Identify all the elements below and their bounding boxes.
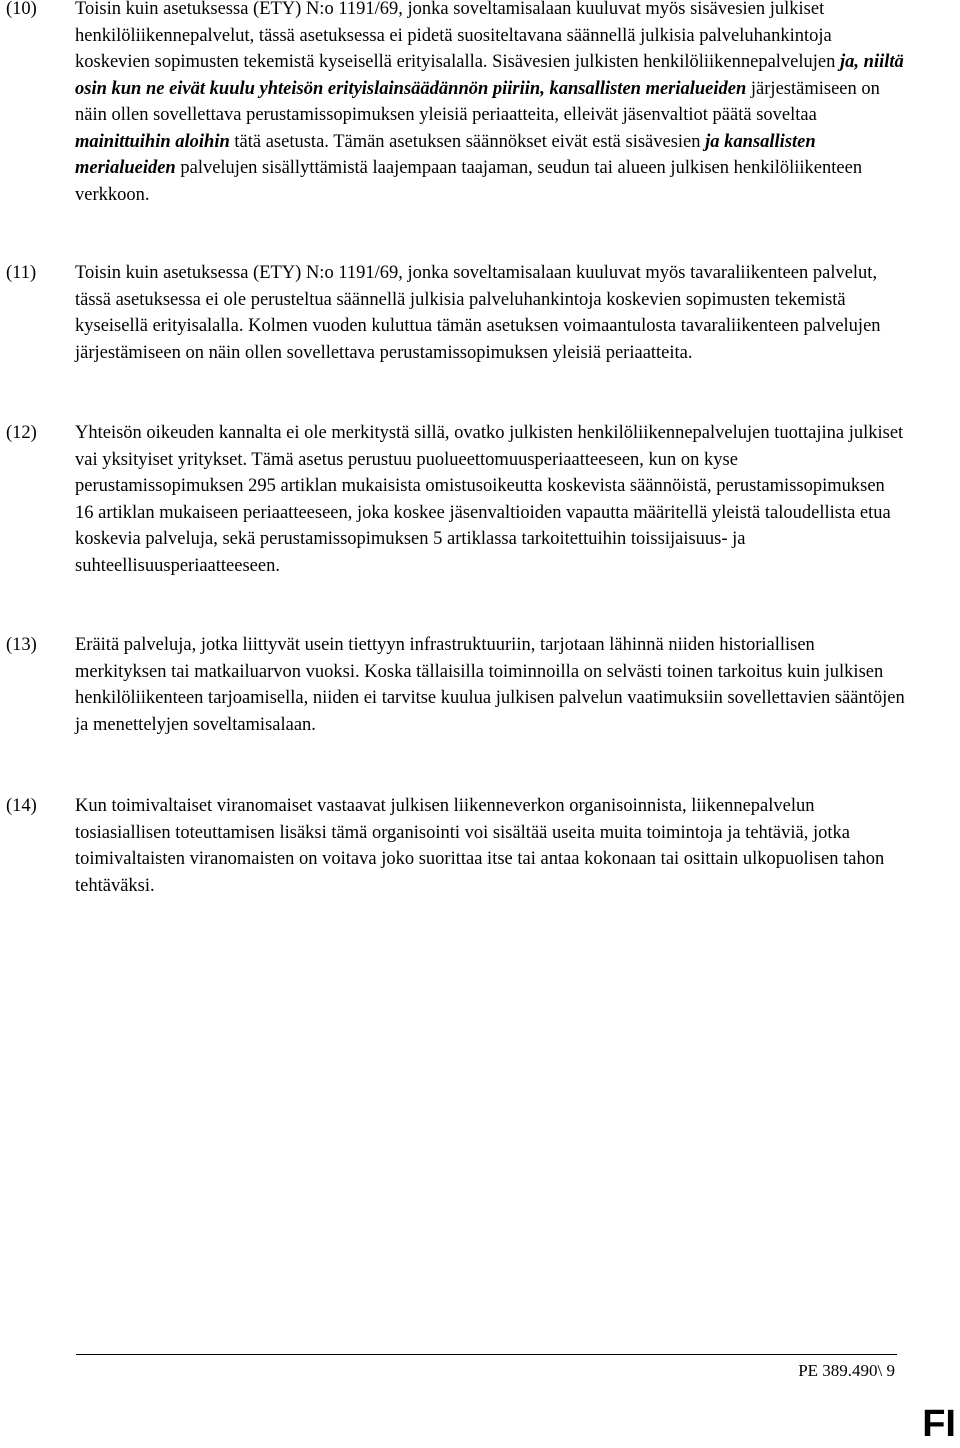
paragraph-12	[0, 420, 940, 579]
paragraph-10	[0, 0, 940, 208]
paragraph-number: (12)	[6, 423, 37, 443]
amended-text: mainittuihin aloihin	[75, 131, 230, 152]
paragraph-text	[75, 260, 905, 366]
paragraph-segment: järjestämiseen on näin ollen sovellettava perustamissopimuksen yleisiä periaatteita, elleivät jäsenvaltiot päätä soveltaa	[75, 78, 880, 125]
paragraph-text	[75, 793, 905, 899]
paragraph-text	[75, 632, 905, 738]
paragraph-segment: Eräitä palveluja, jotka liittyvät usein tiettyyn infrastruktuuriin, tarjotaan lähinnä niiden historiallisen merkityksen tai matkailuarvon vuoksi. Koska tällaisilla toiminnoilla on selvästi toinen tarkoitus kuin julkisen henkilöliikenteen tarjoamisella, niiden ei tarvitse kuulua julkisen palvelun vaatimuksiin sovellettavien sääntöjen ja menettelyjen soveltamisalaan.	[75, 635, 905, 735]
paragraph-segment: tätä asetusta. Tämän asetuksen säännökset eivät estä sisävesien	[229, 131, 706, 152]
paragraph-text	[75, 0, 905, 208]
amended-text: ja kansallisten merialueiden	[75, 131, 816, 178]
amended-text: ja, niiltä osin kun ne eivät kuulu yhteisön erityislainsäädännön piiriin, kansallisten merialueiden	[75, 52, 904, 99]
paragraph-segment: Toisin kuin asetuksessa (ETY) N:o 1191/69, jonka soveltamisalaan kuuluvat myös tavaraliikenteen palvelut, tässä asetuksessa ei ole perusteltua säännellä julkisia palveluhankintoja koskevien sopimusten tekemistä kyseisellä erityisalalla. Kolmen vuoden kuluttua tämän asetuksen voimaantulosta tavaraliikenteen palvelujen järjestämiseen on näin ollen sovellettava perustamissopimuksen yleisiä periaatteita.	[75, 263, 881, 363]
document-reference: PE 389.490\ 9	[798, 1361, 895, 1380]
paragraph-segment: Toisin kuin asetuksessa (ETY) N:o 1191/69, jonka soveltamisalaan kuuluvat myös sisävesien julkiset henkilöliikennepalvelut, tässä asetuksessa ei pidetä suositeltavana säännellä julkisia palveluhankintoja koskevien sopimusten tekemistä kyseisellä erityisalalla. Sisävesien julkisten henkilöliikennepalvelujen	[75, 0, 841, 72]
paragraph-13	[0, 632, 940, 738]
paragraph-number: (13)	[6, 635, 37, 655]
paragraph-segment: palvelujen sisällyttämistä laajempaan taajaman, seudun tai alueen julkisen henkilöliikenteen verkkoon.	[75, 158, 863, 205]
footer-divider	[76, 1354, 897, 1355]
paragraph-11	[0, 260, 940, 366]
paragraph-segment: Yhteisön oikeuden kannalta ei ole merkitystä sillä, ovatko julkisten henkilöliikennepalvelujen tuottajina julkiset vai yksityiset yritykset. Tämä asetus perustuu puolueettomuusperiaatteeseen, kun on kyse perustamissopimuksen 295 artiklan mukaisista omistusoikeutta koskevista säännöistä, perustamissopimuksen 16 artiklan mukaiseen periaatteeseen, joka koskee jäsenvaltioiden vapautta määritellä yleistä taloudellista etua koskevia palveluja, sekä perustamissopimuksen 5 artiklassa tarkoitettuihin toissijaisuus- ja suhteellisuusperiaatteeseen.	[75, 423, 904, 576]
paragraph-14	[0, 793, 940, 899]
paragraph-number: (14)	[6, 796, 37, 816]
paragraph-number: (10)	[6, 0, 37, 19]
paragraph-text	[75, 420, 905, 579]
paragraph-number: (11)	[6, 263, 37, 283]
paragraph-segment: Kun toimivaltaiset viranomaiset vastaavat julkisen liikenneverkon organisoinnista, liikennepalvelun tosiasiallisen toteuttamisen lisäksi tämä organisointi voi sisältää useita muita toimintoja ja tehtäviä, jotka toimivaltaisten viranomaisten on voitava joko suorittaa itse tai antaa kokonaan tai osittain ulkopuolisen tahon tehtäväksi.	[75, 796, 885, 896]
language-code: FI	[922, 1403, 956, 1445]
